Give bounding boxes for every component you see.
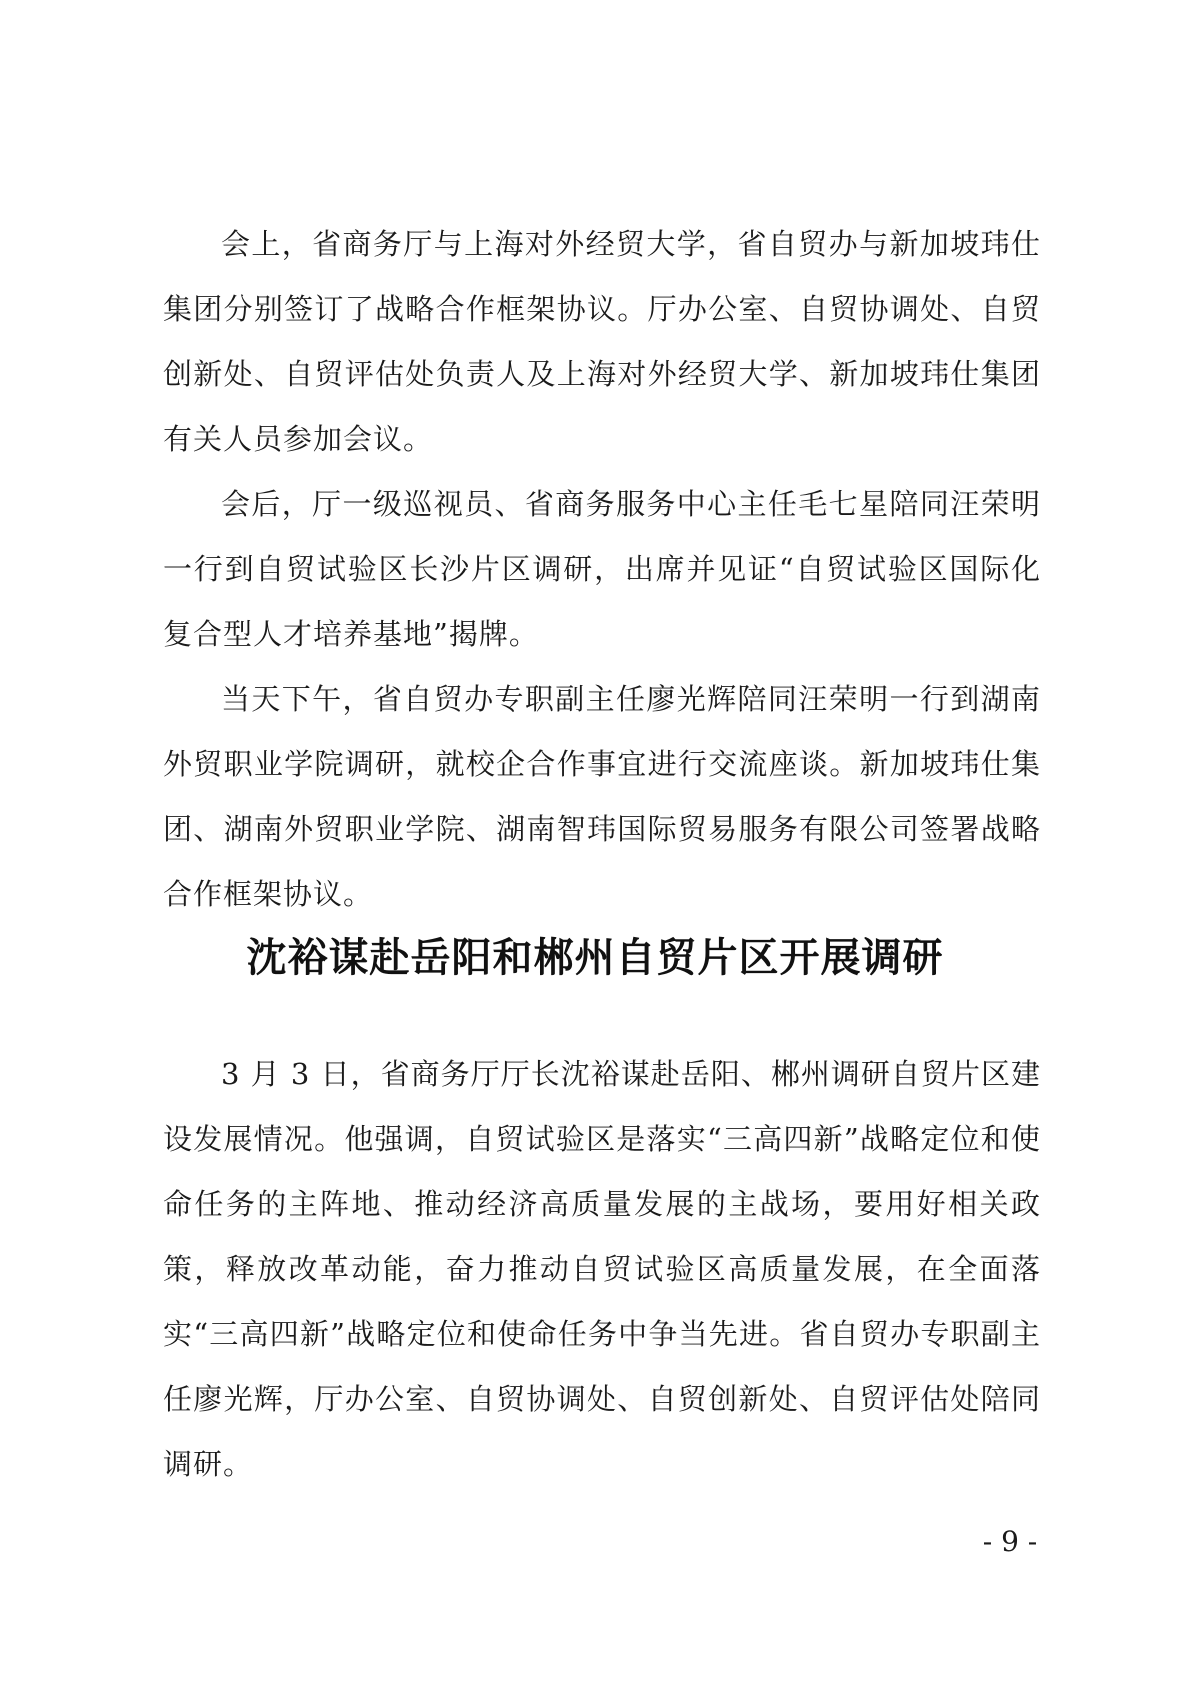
body-paragraph: 会上，省商务厅与上海对外经贸大学，省自贸办与新加坡玮仕集团分别签订了战略合作框架协议。厅办公室、自贸协调处、自贸创新处、自贸评估处负责人及上海对外经贸大学、新加坡玮仕集团有关人员参加会议。 — [163, 227, 1041, 456]
previous-article-body — [163, 212, 1041, 927]
article-title: 沈裕谋赴岳阳和郴州自贸片区开展调研 — [246, 935, 944, 981]
body-paragraph: 3 月 3 日，省商务厅厅长沈裕谋赴岳阳、郴州调研自贸片区建设发展情况。他强调，自贸试验区是落实“三高四新”战略定位和使命任务的主阵地、推动经济高质量发展的主战场，要用好相关政策，释放改革动能，奋力推动自贸试验区高质量发展，在全面落实“三高四新”战略定位和使命任务中争当先进。省自贸办专职副主任廖光辉，厅办公室、自贸协调处、自贸创新处、自贸评估处陪同调研。 — [163, 1057, 1041, 1481]
page-number: - 9 - — [982, 1525, 1038, 1558]
body-paragraph: 会后，厅一级巡视员、省商务服务中心主任毛七星陪同汪荣明一行到自贸试验区长沙片区调研，出席并见证“自贸试验区国际化复合型人才培养基地”揭牌。 — [163, 487, 1041, 651]
body-paragraph: 当天下午，省自贸办专职副主任廖光辉陪同汪荣明一行到湖南外贸职业学院调研，就校企合作事宜进行交流座谈。新加坡玮仕集团、湖南外贸职业学院、湖南智玮国际贸易服务有限公司签署战略合作框架协议。 — [163, 682, 1041, 911]
article-body — [163, 1042, 1041, 1497]
